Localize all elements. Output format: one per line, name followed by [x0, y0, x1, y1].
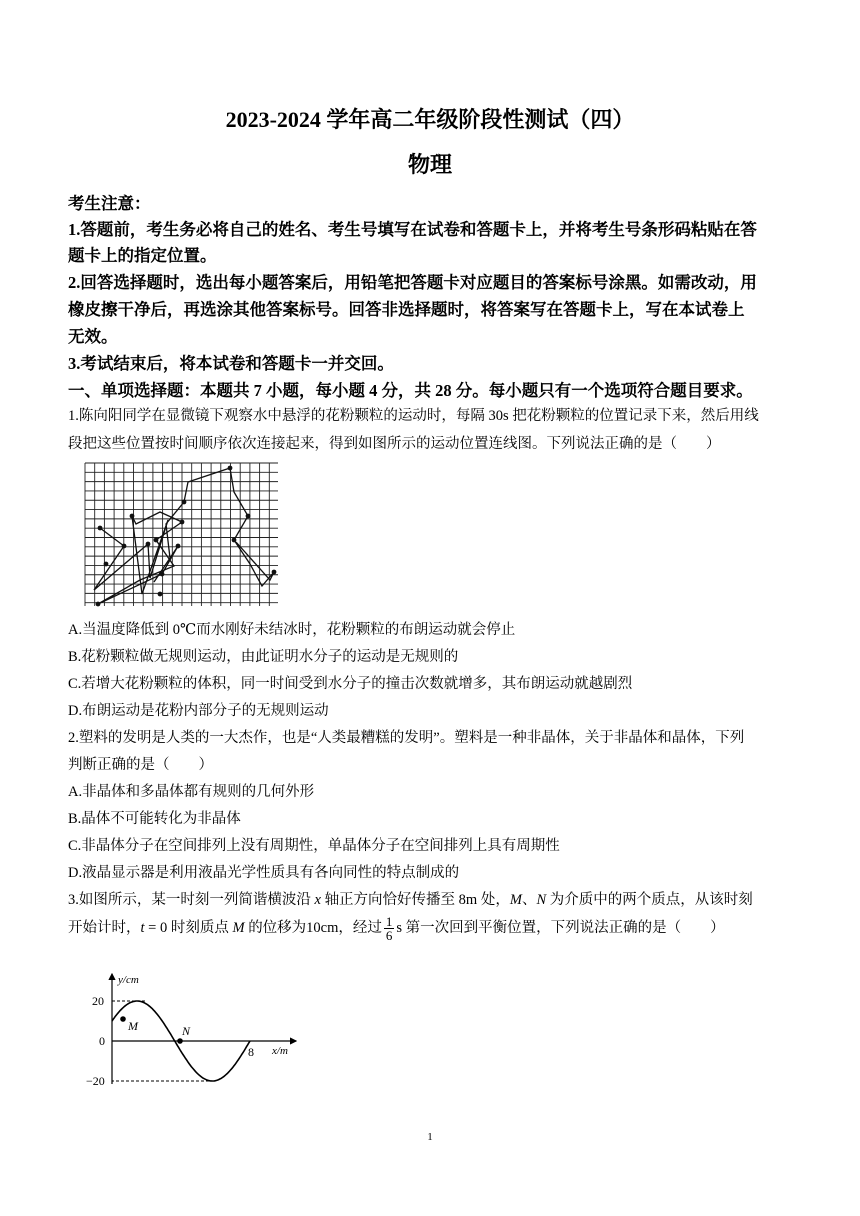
page-number: 1 — [427, 1131, 433, 1143]
q2-option-a: A.非晶体和多晶体都有规则的几何外形 — [68, 784, 315, 800]
notice-item-3: 3.考试结束后，将本试卷和答题卡一并交回。 — [68, 354, 394, 373]
notice-item-1-cont: 题卡上的指定位置。 — [68, 246, 217, 265]
q2-option-b: B.晶体不可能转化为非晶体 — [68, 811, 241, 827]
time-fraction: $\frac{1}{6}$ — [385, 914, 393, 943]
particle-path — [94, 468, 274, 604]
subject-title: 物理 — [407, 152, 452, 177]
q2-stem: 2.塑料的发明是人类的一大杰作，也是“人类最糟糕的发明”。塑料是一种非晶体，关于非晶体和晶体，下列 — [68, 730, 745, 746]
q1-option-c: C.若增大花粉颗粒的体积，同一时间受到水分子的撞击次数就增多，其布朗运动就越剧烈 — [68, 676, 633, 692]
q3-stem-line-1: 3.如图所示，某一时刻一列简谐横波沿 x 轴正方向恰好传播至 8m 处，M、N 为介质中的两个质点，从该时刻 — [68, 892, 753, 908]
y-axis-label: y/cm — [118, 974, 139, 986]
q1-option-b: B.花粉颗粒做无规则运动，由此证明水分子的运动是无规则的 — [68, 649, 459, 665]
tick-0: 0 — [99, 1034, 105, 1048]
exam-title: 2023-2024 学年高二年级阶段性测试（四） — [225, 107, 635, 132]
label-n: N — [182, 1024, 191, 1038]
section-heading: 一、单项选择题：本题共 7 小题，每小题 4 分，共 28 分。每小题只有一个选项符合题目要求。 — [68, 381, 753, 400]
notice-item-1: 1.答题前，考生务必将自己的姓名、考生号填写在试卷和答题卡上，并将考生号条形码粘贴在答 — [68, 220, 757, 239]
notice-heading: 考生注意： — [68, 194, 151, 213]
notice-item-2: 2.回答选择题时，选出每小题答案后，用铅笔把答题卡对应题目的答案标号涂黑。如需改动，用 — [68, 273, 757, 292]
notice-item-2-cont2: 无效。 — [68, 327, 118, 346]
x-axis-label: x/m — [272, 1045, 288, 1057]
q1-option-a: A.当温度降低到 0℃而水刚好未结冰时，花粉颗粒的布朗运动就会停止 — [68, 622, 516, 638]
q1-option-d: D.布朗运动是花粉内部分子的无规则运动 — [68, 703, 329, 719]
q3-stem-line-2: 开始计时，t = 0 时刻质点 M 的位移为10cm，经过 $\frac{1}{6}$ s 第一次回到平衡位置，下列说法正确的是（ ） — [68, 914, 725, 943]
tick-minus-20: −20 — [86, 1074, 105, 1088]
q1-stem: 1.陈向阳同学在显微镜下观察水中悬浮的花粉颗粒的运动时，每隔 30s 把花粉颗粒的位置记录下来，然后用线 — [68, 408, 759, 424]
q1-stem-cont: 段把这些位置按时间顺序依次连接起来，得到如图所示的运动位置连线图。下列说法正确的是（ ） — [68, 436, 721, 452]
brownian-motion-figure — [84, 462, 280, 608]
point-n — [177, 1038, 183, 1044]
tick-8: 8 — [248, 1045, 254, 1059]
tick-20: 20 — [92, 994, 104, 1008]
label-m: M — [128, 1019, 138, 1033]
wave-graph — [84, 970, 304, 1090]
q2-stem-cont: 判断正确的是（ ） — [68, 757, 213, 773]
notice-item-2-cont: 橡皮擦干净后，再选涂其他答案标号。回答非选择题时，将答案写在答题卡上，写在本试卷上 — [68, 300, 745, 319]
point-m — [120, 1016, 126, 1022]
q2-option-d: D.液晶显示器是利用液晶光学性质具有各向同性的特点制成的 — [68, 865, 460, 881]
q2-option-c: C.非晶体分子在空间排列上没有周期性，单晶体分子在空间排列上具有周期性 — [68, 838, 560, 854]
